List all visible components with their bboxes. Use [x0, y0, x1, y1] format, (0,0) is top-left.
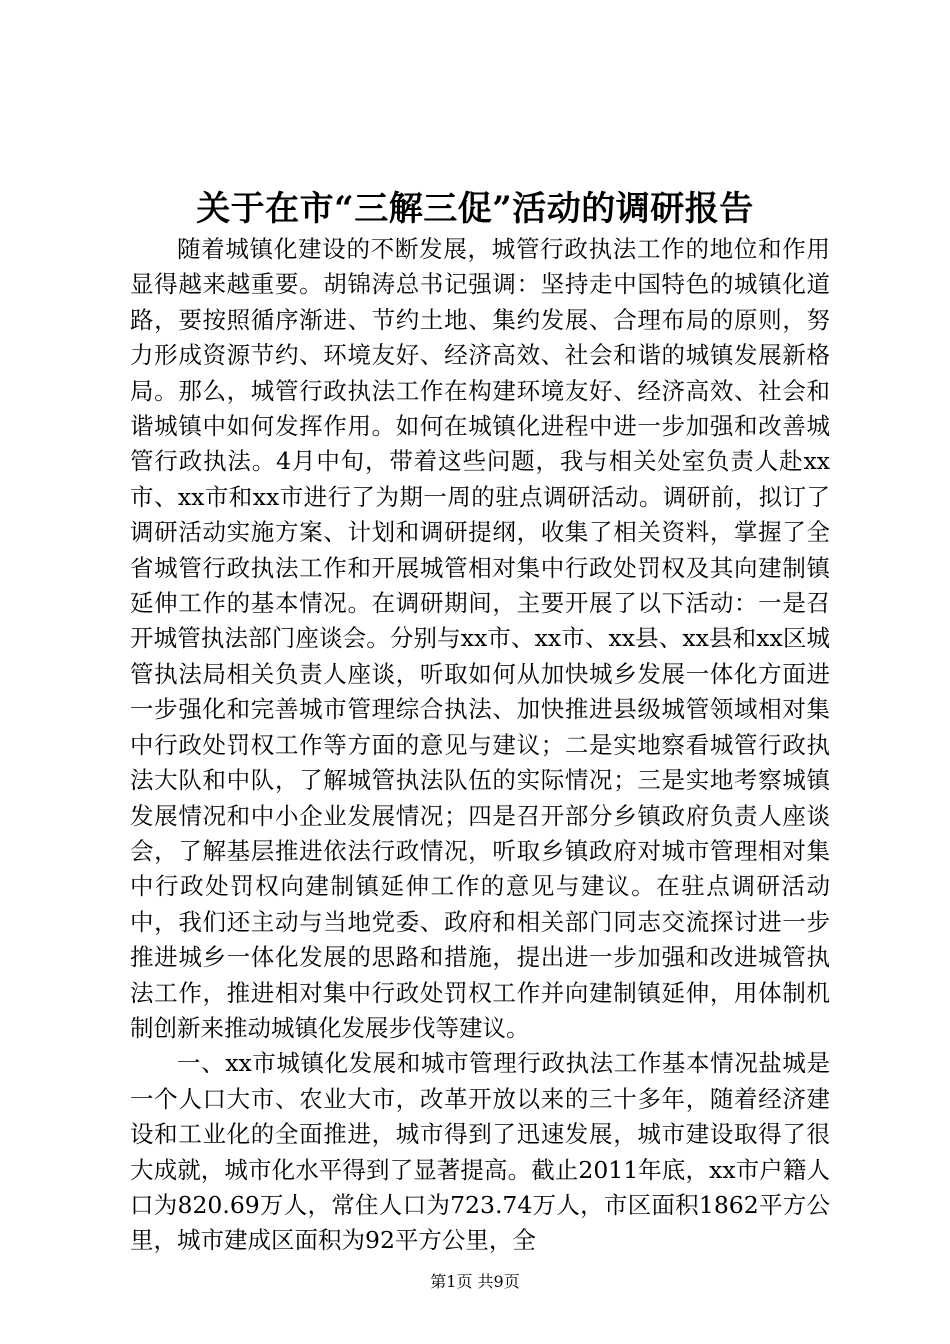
document-body — [130, 232, 830, 1259]
paragraph-section-one: 一、xx市城镇化发展和城市管理行政执法工作基本情况盐城是一个人口大市、农业大市，改革开放以来的三十多年，随着经济建设和工业化的全面推进，城市得到了迅速发展，城市建设取得了很大成就，城市化水平得到了显著提高。截止2011年底，xx市户籍人口为820.69万人，常住人口为723.74万人，市区面积1862平方公里，城市建成区面积为92平方公里，全 — [130, 1049, 830, 1255]
paragraph-intro: 随着城镇化建设的不断发展，城管行政执法工作的地位和作用显得越来越重要。胡锦涛总书记强调：坚持走中国特色的城镇化道路，要按照循序渐进、节约土地、集约发展、合理布局的原则，努力形成资源节约、环境友好、经济高效、社会和谐的城镇发展新格局。那么，城管行政执法工作在构建环境友好、经济高效、社会和谐城镇中如何发挥作用。如何在城镇化进程中进一步加强和改善城管行政执法。4月中旬，带着这些问题，我与相关处室负责人赴xx市、xx市和xx市进行了为期一周的驻点调研活动。调研前，拟订了调研活动实施方案、计划和调研提纲，收集了相关资料，掌握了全省城管行政执法工作和开展城管相对集中行政处罚权及其向建制镇延伸工作的基本情况。在调研期间，主要开展了以下活动：一是召开城管执法部门座谈会。分别与xx市、xx市、xx县、xx县和xx区城管执法局相关负责人座谈，听取如何从加快城乡发展一体化方面进一步强化和完善城市管理综合执法、加快推进县级城管领域相对集中行政处罚权工作等方面的意见与建议；二是实地察看城管行政执法大队和中队，了解城管执法队伍的实际情况；三是实地考察城镇发展情况和中小企业发展情况；四是召开部分乡镇政府负责人座谈会，了解基层推进依法行政情况，听取乡镇政府对城市管理相对集中行政处罚权向建制镇延伸工作的意见与建议。在驻点调研活动中，我们还主动与当地党委、政府和相关部门同志交流探讨进一步推进城乡一体化发展的思路和措施，提出进一步加强和改进城管执法工作，推进相对集中行政处罚权工作并向建制镇延伸，用体制机制创新来推动城镇化发展步伐等建议。 — [130, 235, 830, 1042]
page-number-footer: 第1页 共9页 — [430, 1272, 520, 1291]
document-title: 关于在市“三解三促”活动的调研报告 — [196, 189, 754, 229]
